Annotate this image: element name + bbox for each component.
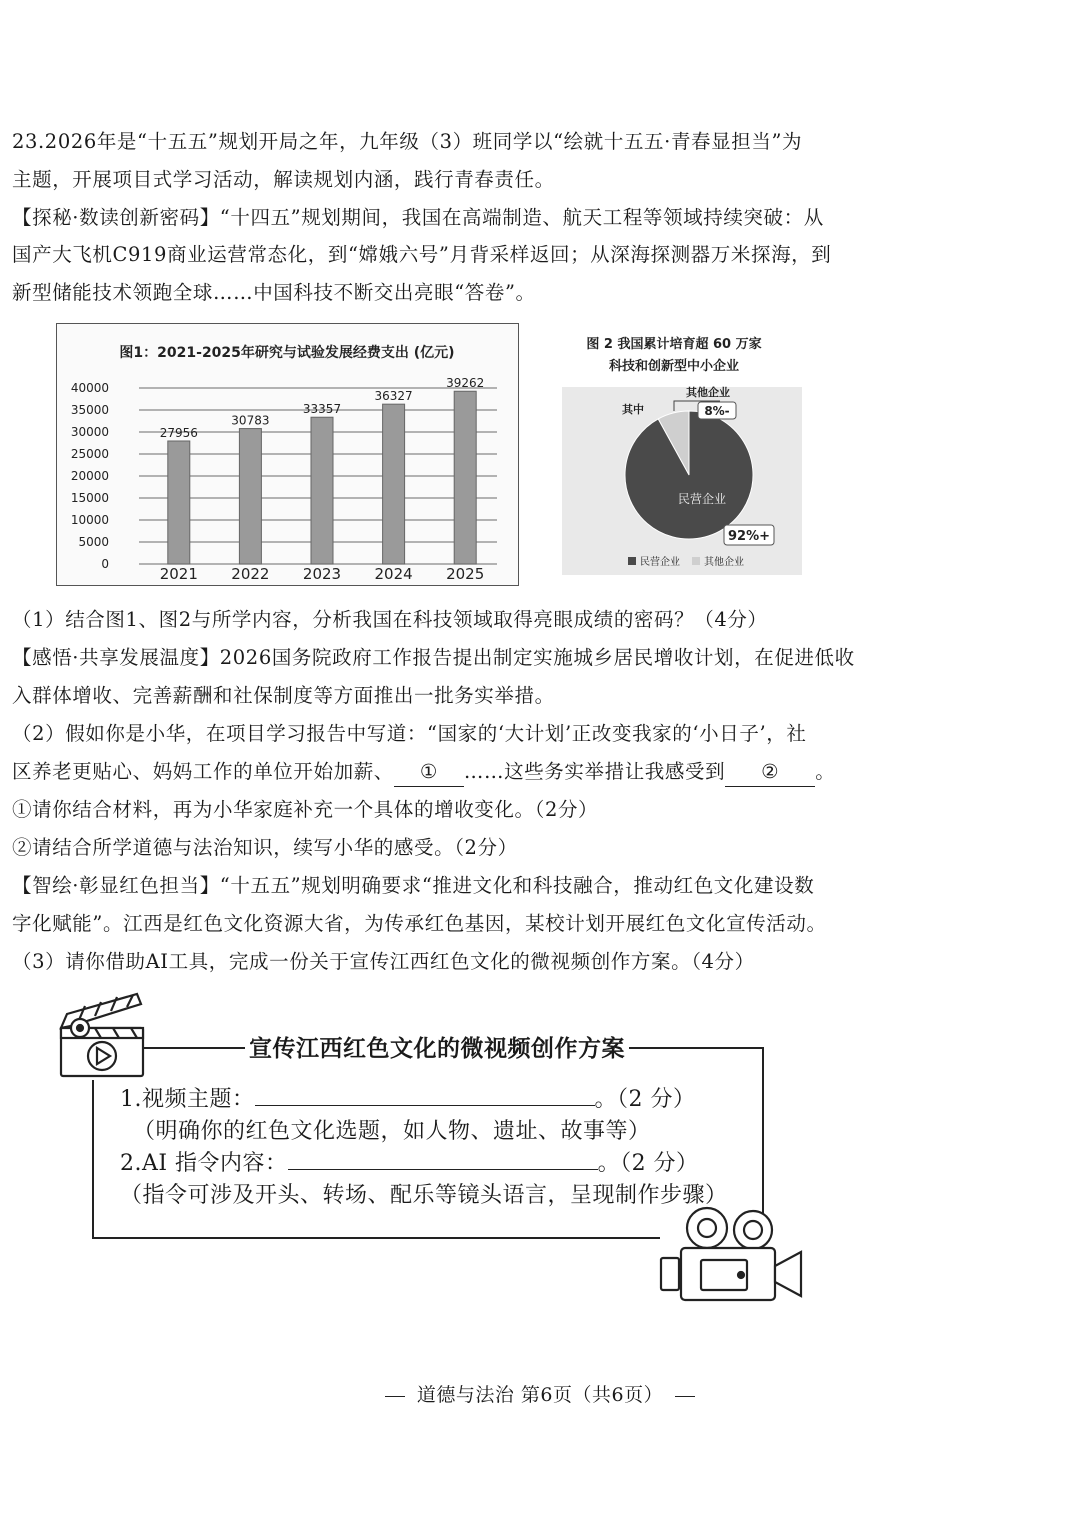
plan-item2 <box>120 1146 699 1177</box>
plan-item1-tail: 。（2 分） <box>594 1087 696 1112</box>
video-plan-box <box>55 990 815 1310</box>
question-2-line1: （2）假如你是小华，在项目学习报告中写道：“国家的‘大计划’正改变我家的‘小日子’，社 <box>12 722 807 745</box>
bar-chart-title: 图1：2021-2025年研究与试验发展经费支出 (亿元) <box>119 345 455 361</box>
y-tick-label: 25000 <box>70 447 109 461</box>
y-tick-label: 0 <box>101 557 109 571</box>
y-tick-label: 30000 <box>70 425 109 439</box>
q2-text-a: 区养老更贴心、妈妈工作的单位开始加薪、 <box>12 760 394 783</box>
plan-item2-hint: （指令可涉及开头、转场、配乐等镜头语言，呈现制作步骤） <box>120 1183 728 1208</box>
y-tick-label: 15000 <box>70 491 109 505</box>
pie-label-qizhong: 其中 <box>622 403 644 416</box>
pie-other-percent: 8%- <box>704 404 730 418</box>
q2-text-b: ……这些务实举措让我感受到 <box>463 760 726 783</box>
pie-chart-slices <box>625 411 753 539</box>
plan-item1 <box>120 1082 696 1113</box>
x-tick-2024: 2024 <box>374 565 413 583</box>
data-label-2022: 30783 <box>231 413 270 428</box>
section2-line1: 【感悟·共享发展温度】2026国务院政府工作报告提出制定实施城乡居民增收计划，在促进低收 <box>12 646 855 669</box>
legend-swatch-other <box>692 557 700 565</box>
page-footer <box>0 1380 1080 1407</box>
figure2-pie-chart <box>562 325 802 577</box>
bar-2022 <box>239 429 261 564</box>
data-label-2021: 27956 <box>159 425 198 440</box>
x-tick-2022: 2022 <box>231 565 270 583</box>
question-2-sub2: ②请结合所学道德与法治知识，续写小华的感受。（2分） <box>12 836 518 859</box>
answer-blank-2[interactable]: ② <box>725 758 815 787</box>
bar-2025 <box>454 391 476 564</box>
question-1: （1）结合图1、图2与所学内容，分析我国在科技领域取得亮眼成绩的密码？（4分） <box>12 608 768 631</box>
y-tick-label: 5000 <box>78 535 109 549</box>
movie-camera-icon <box>661 1208 801 1300</box>
ai-instruction-input[interactable] <box>288 1149 598 1170</box>
bar-chart-x-ticks <box>160 565 485 583</box>
y-tick-label: 10000 <box>70 513 109 527</box>
question-2-line2 <box>12 758 835 787</box>
section1-line1: 【探秘·数读创新密码】“十四五”规划期间，我国在高端制造、航天工程等领域持续突破：从 <box>12 206 824 229</box>
bar-chart-y-ticks <box>71 381 109 571</box>
bar-2021 <box>168 441 190 564</box>
figure1-bar-chart <box>56 323 519 586</box>
section1-line2: 国产大飞机C919商业运营常态化，到“嫦娥六号”月背采样返回；从深海探测器万米探海，到 <box>12 243 832 266</box>
y-tick-label: 40000 <box>70 381 109 395</box>
question-2-sub1: ①请你结合材料，再为小华家庭补充一个具体的增收变化。（2分） <box>12 798 599 821</box>
bar-chart-bars <box>168 391 476 564</box>
y-tick-label: 35000 <box>70 403 109 417</box>
footer-text: 道德与法治 第6页（共6页） <box>416 1384 664 1406</box>
question-intro-line1: 23.2026年是“十五五”规划开局之年，九年级（3）班同学以“绘就十五五·青春显担当”为 <box>12 130 803 153</box>
data-label-2023: 33357 <box>302 402 342 417</box>
plan-item2-tail: 。（2 分） <box>597 1151 699 1176</box>
x-tick-2025: 2025 <box>446 565 485 583</box>
video-theme-input[interactable] <box>255 1085 595 1106</box>
pie-slice-private <box>625 411 753 539</box>
legend-swatch-private <box>628 557 636 565</box>
data-label-2025: 39262 <box>446 376 485 391</box>
plan-title: 宣传江西红色文化的微视频创作方案 <box>245 1030 629 1063</box>
bar-2024 <box>383 404 405 564</box>
clapperboard-icon <box>61 994 143 1076</box>
pie-chart-title-line1: 图 2 我国累计培育超 60 万家 <box>586 337 762 352</box>
pie-chart-svg <box>562 325 802 577</box>
legend-label-other: 其他企业 <box>704 557 744 568</box>
section2-line2: 入群体增收、完善薪酬和社保制度等方面推出一批务实举措。 <box>12 684 555 707</box>
pie-chart-title-line2: 科技和创新型中小企业 <box>608 359 740 374</box>
question-intro-line2: 主题，开展项目式学习活动，解读规划内涵，践行青春责任。 <box>12 168 555 191</box>
section3-line2: 字化赋能”。江西是红色文化资源大省，为传承红色基因，某校计划开展红色文化宣传活动。 <box>12 912 827 935</box>
question-3: （3）请你借助AI工具，完成一份关于宣传江西红色文化的微视频创作方案。（4分） <box>12 950 755 973</box>
bar-2023 <box>311 417 333 564</box>
plan-item2-label: 2.AI 指令内容： <box>120 1151 288 1176</box>
x-tick-2021: 2021 <box>159 565 198 583</box>
q2-text-c: 。 <box>815 760 836 783</box>
y-tick-label: 20000 <box>70 469 109 483</box>
data-label-2024: 36327 <box>374 389 413 404</box>
pie-label-other-company: 其他企业 <box>686 386 730 399</box>
bar-chart-svg <box>57 324 520 587</box>
x-tick-2023: 2023 <box>302 565 342 583</box>
section1-line3: 新型储能技术领跑全球……中国科技不断交出亮眼“答卷”。 <box>12 281 536 304</box>
plan-item1-hint: （明确你的红色文化选题，如人物、遗址、故事等） <box>133 1119 651 1144</box>
answer-blank-1[interactable]: ① <box>394 758 464 787</box>
section3-line1: 【智绘·彰显红色担当】“十五五”规划明确要求“推进文化和科技融合，推动红色文化建设数 <box>12 874 815 897</box>
pie-private-percent: 92%+ <box>727 529 771 544</box>
plan-item1-label: 1.视频主题： <box>120 1087 255 1112</box>
legend-label-private: 民营企业 <box>640 557 680 568</box>
pie-private-label: 民营企业 <box>677 492 727 506</box>
